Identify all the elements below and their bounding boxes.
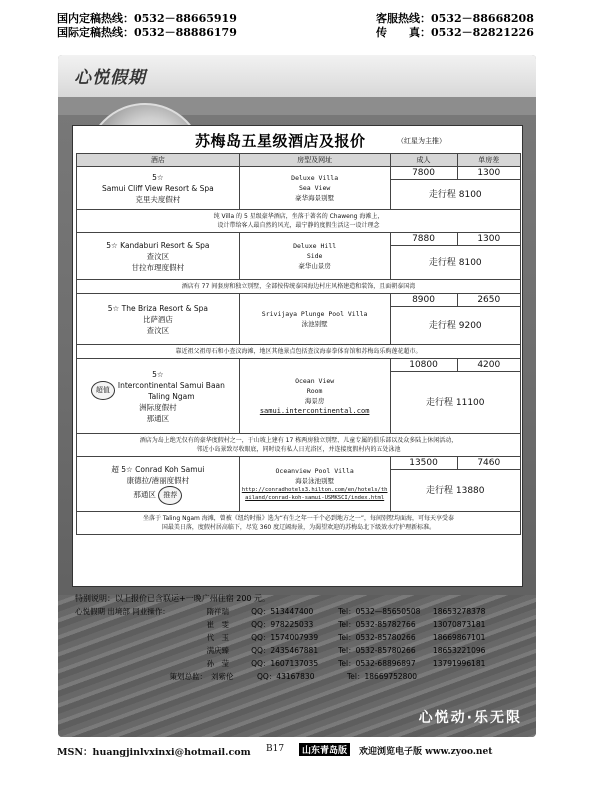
table-row <box>77 359 521 372</box>
room-line: Deluxe Hill <box>293 242 337 250</box>
fax-number: 传 真：0532－82821226 <box>376 26 534 39</box>
contact-tel: Tel：0532-68896897 <box>338 659 416 668</box>
contact-mobile: 18669867101 <box>432 633 486 642</box>
room-cell <box>239 359 390 434</box>
room-line: Side <box>306 252 323 260</box>
package-price: 走行程 11100 <box>390 372 520 434</box>
hotel-cell <box>77 233 240 280</box>
hotel-area: 那通区 <box>146 413 170 423</box>
panel-header <box>58 55 536 97</box>
contact-name: 满庆臻 <box>206 646 230 655</box>
table-row <box>77 167 521 180</box>
contact-mobile: 18653278378 <box>432 607 486 616</box>
room-line: Oceanview Pool Villa <box>275 467 354 475</box>
room-cell <box>239 167 390 210</box>
hotel-desc <box>77 210 521 233</box>
package-price: 走行程 8100 <box>390 180 520 210</box>
hotel-area: 那通区 <box>133 489 156 499</box>
room-line: 海景房 <box>304 397 325 405</box>
contact-section <box>75 592 520 683</box>
hotel-star: 超 5☆ <box>111 464 133 474</box>
intl-hotline: 国际定稿热线：0532－88886179 <box>57 26 237 39</box>
header-hotlines-right <box>376 12 534 40</box>
adult-price: 8900 <box>390 294 457 307</box>
desc-line: 设计带给客人最自然的风光，最宁静的度假生活这一设计理念 <box>217 222 380 229</box>
contact-row <box>75 605 520 618</box>
contact-row <box>75 631 520 644</box>
hotel-area: 查汶区 <box>146 251 170 261</box>
single-supplement: 1300 <box>457 167 520 180</box>
room-line: Room <box>306 387 323 395</box>
room-cell <box>239 457 390 512</box>
price-table <box>76 153 521 535</box>
page-number: B17 <box>266 744 285 754</box>
desc-line: 酒店为岛上绝无仅有的豪华度假村之一，于山坡上建有 17 栋两房独立别墅、儿童专属的俱乐部以及众多陆上休闲活动， <box>139 437 458 444</box>
col-single: 单房差 <box>457 154 520 167</box>
room-line: Sea View <box>298 184 331 192</box>
hotel-name-en: Intercontinental Samui Baan <box>117 380 225 390</box>
hotel-cell <box>77 359 240 434</box>
hotel-name-cn: 比萨酒店 <box>142 314 173 324</box>
dept-label: 心悦假期 出境部 同业操作： <box>75 607 170 616</box>
hotel-link[interactable]: samui.intercontinental.com <box>259 407 370 415</box>
contact-tel: Tel：0532-85780266 <box>338 633 416 642</box>
single-supplement: 4200 <box>457 359 520 372</box>
package-price: 走行程 9200 <box>390 307 520 345</box>
slogan: 心悦动·乐无限 <box>418 710 522 726</box>
adult-price: 13500 <box>390 457 457 470</box>
contact-name: 刘紫伦 <box>211 672 234 681</box>
desc-row <box>77 512 521 535</box>
table-row <box>77 457 521 470</box>
desc-line: 国最美日落，度假村居高临下，尽览 360 度辽阔海景，为渴望欢迎的苏梅岛北下级效水疗护理新标准。 <box>161 524 436 531</box>
hotel-name-en: Samui Cliff View Resort & Spa <box>101 183 214 193</box>
room-line: 泳池别墅 <box>301 320 328 328</box>
contact-qq: QQ：513447400 <box>251 607 314 616</box>
hotel-star: 5☆ <box>152 172 164 182</box>
col-hotel: 酒店 <box>77 154 240 167</box>
publisher-badge: 山东青岛版 <box>299 743 350 756</box>
contact-mobile: 13070873181 <box>432 620 486 629</box>
room-cell <box>239 233 390 280</box>
table-row <box>77 294 521 307</box>
room-line: 豪华海景别墅 <box>295 194 335 202</box>
single-supplement: 7460 <box>457 457 520 470</box>
contact-tel: Tel：0532-85780266 <box>338 646 416 655</box>
hotel-desc: 酒店有 77 间套房和独立别墅，全部按传统泰国海边村庄风格建造和装饰，且面朝泰国湾 <box>77 280 521 294</box>
price-table-box <box>72 125 523 587</box>
hotel-cell <box>77 457 240 512</box>
adult-price: 10800 <box>390 359 457 372</box>
table-row <box>77 233 521 246</box>
desc-row <box>77 434 521 457</box>
footer-site[interactable]: 欢迎浏览电子版 www.zyoo.net <box>359 747 493 757</box>
adult-price: 7800 <box>390 167 457 180</box>
contact-qq: QQ：978225033 <box>251 620 314 629</box>
room-line: Srivijaya Plunge Pool Villa <box>261 310 368 318</box>
supervisor-label: 策划总监： <box>169 672 207 681</box>
desc-line: 纯 Villa 的 5 星级豪华酒店，坐落于著名的 Chaweng 海滩上， <box>213 213 384 220</box>
hotel-name-cn: 洲际度假村 <box>139 402 177 412</box>
desc-line: 坐落于 Taling Ngam 海滩，曾被《纽约时报》选为“有生之年一千个必到地方之一”，每间别墅均面海，可每天享受泰 <box>142 515 455 522</box>
contact-mobile: 13791996181 <box>432 659 486 668</box>
hotel-desc <box>77 512 521 535</box>
hotel-desc: 靠近祖父祖母石和小查汶海滩，地区其他景点包括查汶海泰拳体育馆和苏梅岛乐购莲花超市。 <box>77 345 521 359</box>
contact-tel: Tel：0532—85650508 <box>338 607 421 616</box>
hotel-name-en: Conrad Koh Samui <box>135 464 205 474</box>
adult-price: 7880 <box>390 233 457 246</box>
service-hotline: 客服热线：0532－88668208 <box>376 12 534 25</box>
single-supplement: 1300 <box>457 233 520 246</box>
contact-tel: Tel：0532-85782766 <box>338 620 416 629</box>
room-line: Deluxe Villa <box>291 174 339 182</box>
room-line: 海景泳池别墅 <box>295 477 335 485</box>
col-room: 房型及网址 <box>239 154 390 167</box>
contact-qq: QQ：1574007939 <box>251 633 319 642</box>
hotel-name-en: The Briza Resort & Spa <box>121 303 208 313</box>
desc-line: 邻近小岛景致尽收眼底，同时设有私人日光浴区，并连接度假村内的五处泳池 <box>196 446 401 453</box>
contact-mobile: 18653221096 <box>432 646 486 655</box>
room-line: 豪华山景房 <box>298 262 331 270</box>
contact-qq: QQ：2435467881 <box>251 646 319 655</box>
hotel-link[interactable]: http://conradhotels3.hilton.com/en/hotels/thailand/conrad-koh-samui-USMKSCI/index.html <box>241 487 388 501</box>
col-adult: 成人 <box>390 154 457 167</box>
desc-row <box>77 345 521 359</box>
page-title: 苏梅岛五星级酒店及报价 <box>195 132 366 150</box>
contact-row <box>75 657 520 670</box>
hotel-name-en: Taling Ngam <box>148 391 195 401</box>
value-badge: 超值 <box>91 381 115 400</box>
brand-logo: 心悦假期 <box>74 68 146 88</box>
room-line: Ocean View <box>295 377 335 385</box>
header-hotlines-left <box>57 12 237 40</box>
room-cell <box>239 294 390 345</box>
footer-msn: MSN：huangjinlvxinxi@hotmail.com <box>57 747 251 758</box>
supervisor-row <box>75 670 520 683</box>
contact-qq: QQ：1607137035 <box>251 659 319 668</box>
contact-row <box>75 644 520 657</box>
hotel-area: 查汶区 <box>146 325 170 335</box>
hotel-cell <box>77 167 240 210</box>
hotel-star: 5☆ <box>106 240 118 250</box>
hotel-name-cn: 克里夫度假村 <box>135 194 181 204</box>
hotel-star: 5☆ <box>152 369 164 379</box>
domestic-hotline: 国内定稿热线：0532－88665919 <box>57 12 237 25</box>
desc-row <box>77 280 521 294</box>
hotel-star: 5☆ <box>107 303 120 313</box>
contact-name: 崔 雯 <box>206 620 230 629</box>
hotel-name-en: Kandaburi Resort & Spa <box>120 240 210 250</box>
package-price: 走行程 8100 <box>390 246 520 280</box>
hotel-name-cn: 甘拉布理度假村 <box>131 262 185 272</box>
hotel-desc <box>77 434 521 457</box>
contact-name: 隋祥瑞 <box>206 607 230 616</box>
contact-tel: Tel：18669752800 <box>347 672 417 681</box>
contact-qq: QQ：43167830 <box>257 672 315 681</box>
contact-name: 代 玉 <box>206 633 230 642</box>
title-note: （红星为主推） <box>397 137 446 145</box>
single-supplement: 2650 <box>457 294 520 307</box>
desc-row <box>77 210 521 233</box>
contact-name: 孙 莹 <box>206 659 230 668</box>
contact-row <box>75 618 520 631</box>
table-header-row <box>77 154 521 167</box>
hotel-name-cn: 康德拉/港丽度假村 <box>126 475 190 485</box>
special-note: 特别说明：以上报价已含联运+一晚广州住宿 200 元。 <box>75 594 271 603</box>
hotel-cell <box>77 294 240 345</box>
package-price: 走行程 13880 <box>390 470 520 512</box>
recommend-badge: 推荐 <box>158 486 182 505</box>
